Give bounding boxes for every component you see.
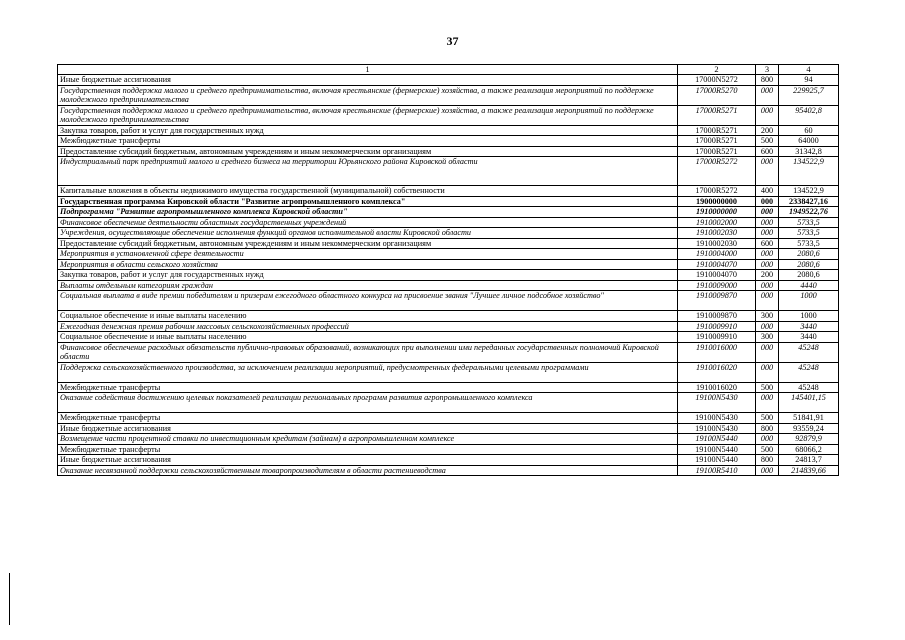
row-type: 000: [756, 85, 779, 105]
row-name: Мероприятия в области сельского хозяйства: [58, 259, 678, 270]
row-code: 17000R5271: [678, 125, 756, 136]
table-row: [58, 249, 839, 260]
table-row: [58, 228, 839, 239]
row-value: 134522,9: [779, 157, 839, 186]
table-row: [58, 362, 839, 382]
row-name: Предоставление субсидий бюджетным, автономным учреждениям и иным некоммерческим организациям: [58, 146, 678, 157]
row-type: 500: [756, 136, 779, 147]
row-name: Социальная выплата в виде премии победителям и призерам ежегодного областного конкурса на присвоение звания "Лучшее личное подсобное хозяйство": [58, 291, 678, 311]
row-code: 1910009910: [678, 321, 756, 332]
row-type: 400: [756, 186, 779, 197]
row-name: Иные бюджетные ассигнования: [58, 75, 678, 86]
row-value: 5733,5: [779, 217, 839, 228]
row-type: 500: [756, 413, 779, 424]
header-col-2: 2: [678, 65, 756, 75]
table-row: [58, 217, 839, 228]
row-value: 45248: [779, 382, 839, 393]
row-name: Оказание содействия достижению целевых показателей реализации региональных программ развития агропромышленного комплекса: [58, 393, 678, 413]
row-code: 1910004000: [678, 249, 756, 260]
row-name: Финансовое обеспечение деятельности областных государственных учреждений: [58, 217, 678, 228]
row-type: 000: [756, 342, 779, 362]
table-row: [58, 280, 839, 291]
row-type: 600: [756, 238, 779, 249]
row-value: 51841,91: [779, 413, 839, 424]
row-code: 19100N5430: [678, 423, 756, 434]
row-value: 5733,5: [779, 238, 839, 249]
row-value: 2080,6: [779, 259, 839, 270]
header-col-3: 3: [756, 65, 779, 75]
row-code: 17000N5272: [678, 75, 756, 86]
row-name: Межбюджетные трансферты: [58, 136, 678, 147]
row-code: 17000R5270: [678, 85, 756, 105]
row-value: 229925,7: [779, 85, 839, 105]
row-name: Государственная поддержка малого и среднего предпринимательства, включая крестьянские (фермерские) хозяйства, а также реализация мероприятий по поддержке молодежного предпринимательства: [58, 105, 678, 125]
row-code: 1910016000: [678, 342, 756, 362]
table-row: [58, 393, 839, 413]
table-row: [58, 423, 839, 434]
row-type: 300: [756, 332, 779, 343]
row-type: 000: [756, 196, 779, 207]
table-row: [58, 85, 839, 105]
table-row: [58, 105, 839, 125]
row-name: Мероприятия в установленной сфере деятельности: [58, 249, 678, 260]
row-type: 200: [756, 125, 779, 136]
row-type: 800: [756, 75, 779, 86]
row-value: 1000: [779, 291, 839, 311]
row-type: 000: [756, 259, 779, 270]
table-row: [58, 186, 839, 197]
row-value: 60: [779, 125, 839, 136]
row-name: Предоставление субсидий бюджетным, автономным учреждениям и иным некоммерческим организациям: [58, 238, 678, 249]
row-name: Государственная программа Кировской области "Развитие агропромышленного комплекса": [58, 196, 678, 207]
row-value: 45248: [779, 342, 839, 362]
row-code: 17000R5271: [678, 105, 756, 125]
row-value: 2080,6: [779, 249, 839, 260]
row-name: Иные бюджетные ассигнования: [58, 423, 678, 434]
table-row: [58, 259, 839, 270]
row-value: 93559,24: [779, 423, 839, 434]
row-value: 145401,15: [779, 393, 839, 413]
row-type: 600: [756, 146, 779, 157]
table-row: [58, 413, 839, 424]
row-name: Финансовое обеспечение расходных обязательств публично-правовых образований, возникающих при выполнении ими переданных государственных полномочий Кировской области: [58, 342, 678, 362]
row-type: 000: [756, 321, 779, 332]
row-value: 4440: [779, 280, 839, 291]
table-row: [58, 342, 839, 362]
row-name: Государственная поддержка малого и среднего предпринимательства, включая крестьянские (фермерские) хозяйства, а также реализация мероприятий по поддержке молодежного предпринимательства: [58, 85, 678, 105]
row-value: 5733,5: [779, 228, 839, 239]
row-code: 17000R5272: [678, 157, 756, 186]
row-type: 000: [756, 280, 779, 291]
row-name: Межбюджетные трансферты: [58, 382, 678, 393]
table-row: [58, 311, 839, 322]
table-row: [58, 291, 839, 311]
row-value: 3440: [779, 332, 839, 343]
row-type: 000: [756, 249, 779, 260]
row-value: 95402,8: [779, 105, 839, 125]
row-code: 1910009910: [678, 332, 756, 343]
margin-line: [9, 573, 10, 625]
row-code: 1910009870: [678, 291, 756, 311]
row-type: 200: [756, 270, 779, 281]
row-code: 1910000000: [678, 207, 756, 218]
header-col-1: 1: [58, 65, 678, 75]
table-row: [58, 332, 839, 343]
table-header-row: [58, 65, 839, 75]
row-code: 19100N5440: [678, 455, 756, 466]
table-row: [58, 125, 839, 136]
row-type: 000: [756, 291, 779, 311]
budget-table: [57, 64, 839, 476]
row-type: 000: [756, 434, 779, 445]
row-type: 800: [756, 455, 779, 466]
row-name: Иные бюджетные ассигнования: [58, 455, 678, 466]
table-row: [58, 382, 839, 393]
row-code: 1910004070: [678, 270, 756, 281]
row-value: 45248: [779, 362, 839, 382]
row-value: 94: [779, 75, 839, 86]
table-row: [58, 270, 839, 281]
row-name: Межбюджетные трансферты: [58, 413, 678, 424]
row-value: 1949522,76: [779, 207, 839, 218]
row-type: 000: [756, 217, 779, 228]
row-value: 214839,66: [779, 465, 839, 476]
row-code: 1910002030: [678, 238, 756, 249]
row-name: Оказание несвязанной поддержки сельскохозяйственным товаропроизводителям в области растениеводства: [58, 465, 678, 476]
row-value: 134522,9: [779, 186, 839, 197]
row-name: Учреждения, осуществляющие обеспечение исполнения функций органов исполнительной власти Кировской области: [58, 228, 678, 239]
row-code: 19100N5430: [678, 413, 756, 424]
row-name: Подпрограмма "Развитие агропромышленного комплекса Кировской области": [58, 207, 678, 218]
row-value: 2080,6: [779, 270, 839, 281]
row-value: 31342,8: [779, 146, 839, 157]
row-value: 64000: [779, 136, 839, 147]
row-name: Закупка товаров, работ и услуг для государственных нужд: [58, 125, 678, 136]
row-code: 1910009870: [678, 311, 756, 322]
row-name: Социальное обеспечение и иные выплаты населению: [58, 332, 678, 343]
table-row: [58, 321, 839, 332]
row-type: 000: [756, 105, 779, 125]
table-row: [58, 444, 839, 455]
table-row: [58, 196, 839, 207]
row-code: 19100N5430: [678, 393, 756, 413]
row-code: 1910004070: [678, 259, 756, 270]
table-row: [58, 136, 839, 147]
row-code: 1910002000: [678, 217, 756, 228]
row-type: 000: [756, 228, 779, 239]
row-type: 000: [756, 207, 779, 218]
row-type: 000: [756, 393, 779, 413]
row-code: 19100N5440: [678, 434, 756, 445]
row-value: 3440: [779, 321, 839, 332]
header-col-4: 4: [779, 65, 839, 75]
row-code: 19100R5410: [678, 465, 756, 476]
row-type: 800: [756, 423, 779, 434]
row-name: Межбюджетные трансферты: [58, 444, 678, 455]
row-code: 1900000000: [678, 196, 756, 207]
row-type: 000: [756, 465, 779, 476]
row-value: 2338427,16: [779, 196, 839, 207]
row-code: 1910009000: [678, 280, 756, 291]
row-value: 92879,9: [779, 434, 839, 445]
row-name: Возмещение части процентной ставки по инвестиционным кредитам (займам) в агропромышленном комплексе: [58, 434, 678, 445]
row-code: 17000R5271: [678, 136, 756, 147]
row-type: 500: [756, 444, 779, 455]
table-row: [58, 465, 839, 476]
row-name: Индустриальный парк предприятий малого и среднего бизнеса на территории Юрьянского района Кировской области: [58, 157, 678, 186]
row-name: Социальное обеспечение и иные выплаты населению: [58, 311, 678, 322]
row-type: 000: [756, 362, 779, 382]
row-code: 17000R5272: [678, 186, 756, 197]
row-value: 24813,7: [779, 455, 839, 466]
row-type: 500: [756, 382, 779, 393]
row-name: Закупка товаров, работ и услуг для государственных нужд: [58, 270, 678, 281]
row-code: 17000R5271: [678, 146, 756, 157]
row-value: 1000: [779, 311, 839, 322]
page-number: 37: [446, 34, 459, 48]
row-type: 000: [756, 157, 779, 186]
table-row: [58, 207, 839, 218]
row-type: 300: [756, 311, 779, 322]
row-code: 1910016020: [678, 382, 756, 393]
row-name: Поддержка сельскохозяйственного производства, за исключением реализации мероприятий, предусмотренных федеральными целевыми программами: [58, 362, 678, 382]
table-row: [58, 238, 839, 249]
row-name: Выплаты отдельным категориям граждан: [58, 280, 678, 291]
row-name: Капитальные вложения в объекты недвижимого имущества государственной (муниципальной) собственности: [58, 186, 678, 197]
row-code: 19100N5440: [678, 444, 756, 455]
table-row: [58, 157, 839, 186]
row-code: 1910002030: [678, 228, 756, 239]
row-name: Ежегодная денежная премия рабочим массовых сельскохозяйственных профессий: [58, 321, 678, 332]
table-row: [58, 146, 839, 157]
table-row: [58, 434, 839, 445]
row-code: 1910016020: [678, 362, 756, 382]
table-row: [58, 75, 839, 86]
table-row: [58, 455, 839, 466]
row-value: 68066,2: [779, 444, 839, 455]
